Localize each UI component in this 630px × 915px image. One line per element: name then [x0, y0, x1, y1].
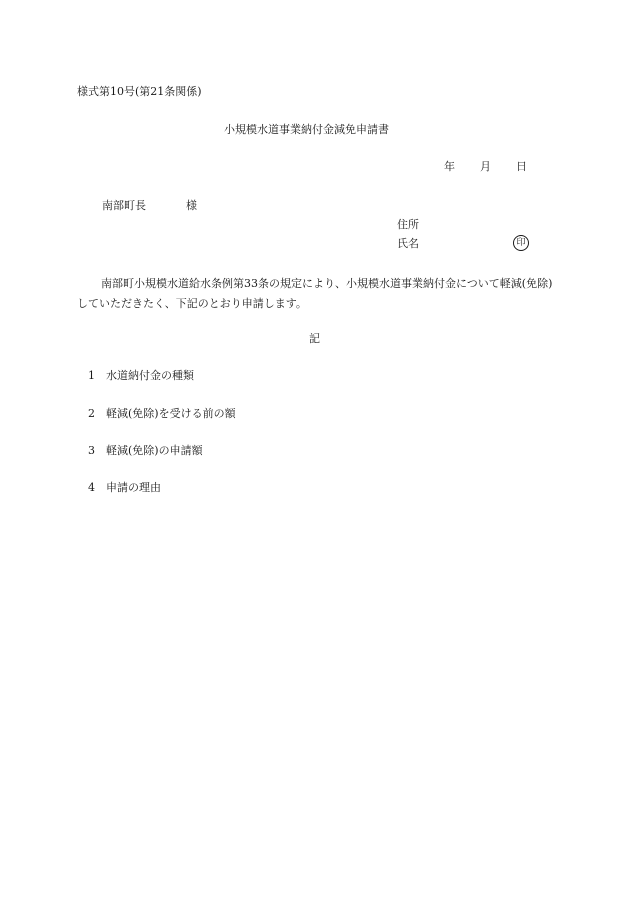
item-number: 2	[88, 407, 95, 420]
item-number: 3	[88, 444, 95, 457]
date-row	[444, 161, 527, 172]
applicant-name-label: 氏名	[397, 237, 419, 250]
list-item	[88, 445, 203, 456]
list-item	[88, 408, 236, 419]
list-item	[88, 370, 194, 381]
applicant-address-label: 住所	[397, 218, 419, 231]
month-label: 月	[480, 160, 491, 173]
form-number: 様式第10号(第21条関係)	[77, 85, 202, 98]
item-number: 4	[88, 481, 95, 494]
item-label: 水道納付金の種類	[106, 369, 194, 382]
item-label: 申請の理由	[106, 481, 161, 494]
application-body-text: 南部町小規模水道給水条例第33条の規定により、小規模水道事業納付金について軽減(免除)していただきたく、下記のとおり申請します。	[77, 277, 553, 310]
seal-mark: 印	[513, 235, 529, 251]
list-item	[88, 482, 161, 493]
document-title: 小規模水道事業納付金減免申請書	[224, 123, 389, 136]
item-number: 1	[88, 369, 95, 382]
year-label: 年	[444, 160, 455, 173]
day-label: 日	[516, 160, 527, 173]
item-label: 軽減(免除)の申請額	[106, 444, 203, 457]
addressee	[102, 200, 197, 211]
addressee-name: 南部町長	[102, 199, 146, 212]
item-label: 軽減(免除)を受ける前の額	[106, 407, 236, 420]
ki-heading: 記	[309, 332, 320, 345]
addressee-honorific: 様	[186, 199, 197, 212]
